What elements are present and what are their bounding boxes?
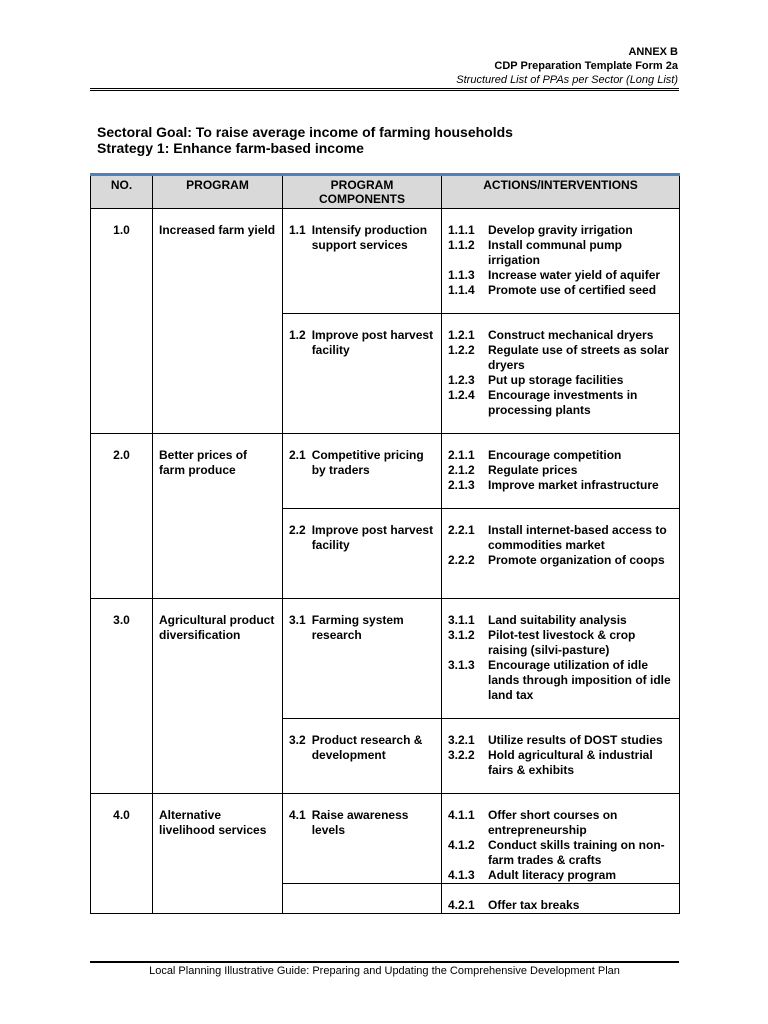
col-header-program: PROGRAM: [153, 175, 283, 209]
actions-cell: [442, 884, 680, 914]
component-text: Raise awareness levels: [311, 808, 409, 837]
action-item: [448, 463, 675, 478]
action-item: [448, 328, 675, 343]
action-item: [448, 523, 675, 553]
action-text: Construct mechanical dryers: [488, 328, 654, 342]
action-item: [448, 373, 675, 388]
program-number: 4.0: [113, 808, 130, 822]
program-name: Better prices of farm produce: [159, 448, 248, 477]
component-cell: [283, 434, 442, 509]
action-number: 1.2.2: [448, 343, 475, 357]
program-number: 3.0: [113, 613, 130, 627]
form-label: CDP Preparation Template Form 2a: [494, 60, 678, 72]
program-name: Alternative livelihood services: [159, 808, 267, 837]
program-component: [283, 509, 441, 553]
program-number: 1.0: [113, 223, 130, 237]
component-cell: [283, 599, 442, 719]
component-cell: [283, 719, 442, 794]
action-number: 1.1.4: [448, 283, 475, 297]
action-item: [448, 628, 675, 658]
goal-block: [97, 124, 513, 156]
component-text: Intensify production support services: [311, 223, 428, 252]
program-number-cell: [91, 599, 153, 794]
actions-cell: [442, 314, 680, 434]
header-rule: [90, 88, 679, 91]
action-text: Encourage utilization of idle lands through imposition of idle land tax: [488, 658, 671, 702]
actions-cell: [442, 599, 680, 719]
program-component: [283, 719, 441, 763]
table-row: [91, 599, 680, 719]
sectoral-goal: Sectoral Goal: To raise average income of farming households: [97, 124, 513, 140]
action-number: 1.1.1: [448, 223, 475, 237]
action-number: 3.2.2: [448, 748, 475, 762]
action-item: [448, 343, 675, 373]
action-item: [448, 478, 675, 493]
component-cell: [283, 794, 442, 884]
component-number: 1.1: [289, 223, 306, 237]
page-footer: Local Planning Illustrative Guide: Preparing and Updating the Comprehensive Development Plan: [149, 965, 620, 977]
program-name-cell: [153, 794, 283, 914]
action-text: Land suitability analysis: [488, 613, 627, 627]
program-name-cell: [153, 599, 283, 794]
action-text: Pilot-test livestock & crop raising (silvi-pasture): [488, 628, 636, 657]
page-header: [456, 45, 678, 87]
actions-cell: [442, 434, 680, 509]
col-header-no: NO.: [91, 175, 153, 209]
action-text: Offer tax breaks: [488, 898, 580, 912]
action-text: Adult literacy program: [488, 868, 617, 882]
action-item: [448, 238, 675, 268]
actions-cell: [442, 794, 680, 884]
form-subtitle: Structured List of PPAs per Sector (Long List): [456, 74, 678, 86]
actions-cell: [442, 719, 680, 794]
action-number: 2.2.1: [448, 523, 475, 537]
action-item: [448, 808, 675, 838]
action-text: Develop gravity irrigation: [488, 223, 633, 237]
action-number: 2.1.1: [448, 448, 475, 462]
action-number: 3.1.1: [448, 613, 475, 627]
program-component: [283, 314, 441, 358]
component-cell: [283, 884, 442, 914]
action-number: 4.1.1: [448, 808, 475, 822]
annex-label: ANNEX B: [628, 46, 678, 58]
action-item: [448, 838, 675, 868]
program-component: [283, 599, 441, 643]
component-text: Farming system research: [311, 613, 404, 642]
action-item: [448, 223, 675, 238]
action-item: [448, 388, 675, 418]
component-cell: [283, 314, 442, 434]
action-number: 2.1.2: [448, 463, 475, 477]
action-item: [448, 268, 675, 283]
action-text: Promote organization of coops: [488, 553, 665, 567]
program-component: [283, 434, 441, 478]
action-text: Improve market infrastructure: [488, 478, 659, 492]
col-header-actions: ACTIONS/INTERVENTIONS: [442, 175, 680, 209]
program-name: Agricultural product diversification: [159, 613, 275, 642]
action-number: 1.2.4: [448, 388, 475, 402]
component-cell: [283, 509, 442, 599]
program-number-cell: [91, 209, 153, 434]
action-number: 2.1.3: [448, 478, 475, 492]
action-text: Regulate prices: [488, 463, 578, 477]
component-number: 1.2: [289, 328, 306, 342]
program-component: [283, 884, 441, 898]
program-name-cell: [153, 434, 283, 599]
footer-rule: [90, 961, 679, 963]
action-text: Increase water yield of aquifer: [488, 268, 661, 282]
table-body: [91, 209, 680, 914]
table-row: [91, 794, 680, 884]
program-name: Increased farm yield: [159, 223, 276, 237]
action-text: Regulate use of streets as solar dryers: [488, 343, 669, 372]
action-item: [448, 868, 675, 883]
action-text: Install internet-based access to commodities market: [488, 523, 667, 552]
action-number: 1.2.1: [448, 328, 475, 342]
action-item: [448, 283, 675, 298]
action-item: [448, 898, 675, 913]
action-text: Put up storage facilities: [488, 373, 624, 387]
action-text: Encourage investments in processing plants: [488, 388, 638, 417]
action-number: 2.2.2: [448, 553, 475, 567]
action-text: Encourage competition: [488, 448, 622, 462]
action-number: 1.2.3: [448, 373, 475, 387]
component-number: 2.2: [289, 523, 306, 537]
action-item: [448, 553, 675, 568]
component-text: Competitive pricing by traders: [311, 448, 424, 477]
col-header-components: PROGRAM COMPONENTS: [283, 175, 442, 209]
component-text: Product research & development: [311, 733, 423, 762]
program-component: [283, 794, 441, 838]
action-text: Offer short courses on entrepreneurship: [488, 808, 618, 837]
action-number: 3.2.1: [448, 733, 475, 747]
component-number: 4.1: [289, 808, 306, 822]
component-number: 2.1: [289, 448, 306, 462]
actions-cell: [442, 509, 680, 599]
table-header-row: [91, 175, 680, 209]
strategy-title: Strategy 1: Enhance farm-based income: [97, 140, 364, 156]
action-number: 1.1.3: [448, 268, 475, 282]
action-item: [448, 733, 675, 748]
component-cell: [283, 209, 442, 314]
action-text: Install communal pump irrigation: [488, 238, 623, 267]
action-number: 4.1.2: [448, 838, 475, 852]
table-row: [91, 209, 680, 314]
component-number: 3.2: [289, 733, 306, 747]
action-number: 4.2.1: [448, 898, 475, 912]
action-number: 1.1.2: [448, 238, 475, 252]
component-number: 3.1: [289, 613, 306, 627]
component-text: Improve post harvest facility: [311, 523, 434, 552]
ppa-table: [90, 173, 680, 914]
program-number: 2.0: [113, 448, 130, 462]
action-text: Utilize results of DOST studies: [488, 733, 663, 747]
action-number: 4.1.3: [448, 868, 475, 882]
action-item: [448, 613, 675, 628]
action-item: [448, 748, 675, 778]
action-text: Promote use of certified seed: [488, 283, 657, 297]
action-text: Conduct skills training on non-farm trades & crafts: [488, 838, 665, 867]
action-text: Hold agricultural & industrial fairs & exhibits: [488, 748, 653, 777]
program-component: [283, 209, 441, 253]
actions-cell: [442, 209, 680, 314]
action-item: [448, 658, 675, 703]
program-name-cell: [153, 209, 283, 434]
program-number-cell: [91, 434, 153, 599]
program-number-cell: [91, 794, 153, 914]
action-number: 3.1.3: [448, 658, 475, 672]
action-item: [448, 448, 675, 463]
component-text: Improve post harvest facility: [311, 328, 434, 357]
action-number: 3.1.2: [448, 628, 475, 642]
table-row: [91, 434, 680, 509]
